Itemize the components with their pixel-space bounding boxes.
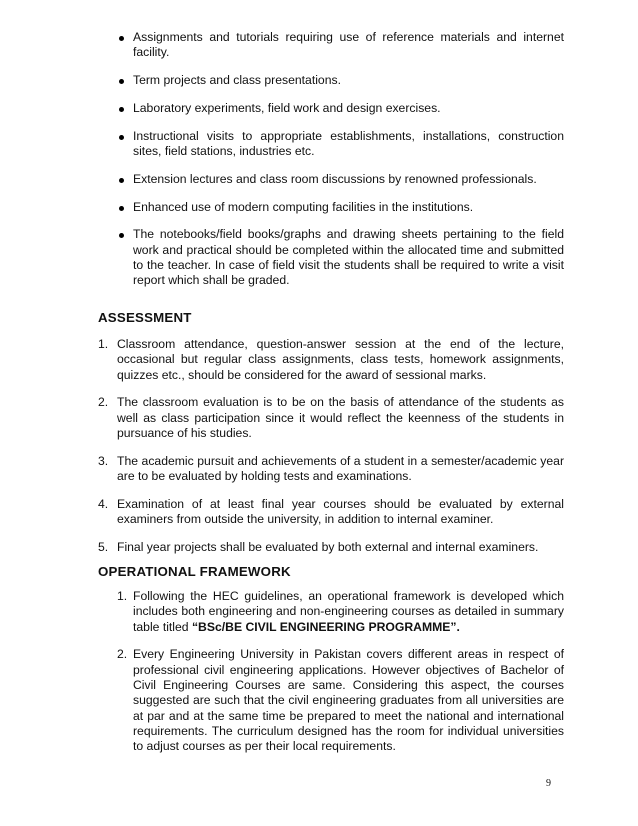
item-number: 4. [98, 496, 109, 511]
item-number: 2. [98, 395, 109, 410]
bullet-icon [119, 135, 124, 140]
list-item [0, 73, 638, 88]
list-item [0, 129, 638, 160]
page-number: 9 [546, 778, 551, 789]
list-item [0, 589, 638, 635]
bullet-icon [119, 178, 124, 183]
learning-activities-list [0, 30, 638, 301]
item-text: Following the HEC guidelines, an operational framework is developed which includes both engineering and non-engineering courses as detailed in summary table titled [133, 589, 564, 634]
list-item [0, 647, 638, 754]
bullet-text: Term projects and class presentations. [133, 73, 341, 88]
bullet-icon [119, 233, 124, 238]
bullet-text: The notebooks/field books/graphs and drawing sheets pertaining to the field work and practical should be completed within the allocated time and submitted to the teacher. In case of field visit the students shall be required to write a visit report which shall be graded. [133, 227, 564, 288]
bullet-text: Assignments and tutorials requiring use of reference materials and internet facility. [133, 30, 564, 60]
bullet-icon [119, 36, 124, 41]
list-item [0, 200, 638, 215]
item-text: The academic pursuit and achievements of a student in a semester/academic year are to be evaluated by holding tests and examinations. [117, 453, 564, 484]
bullet-text: Extension lectures and class room discussions by renowned professionals. [133, 171, 537, 186]
list-item [0, 395, 638, 441]
bullet-icon [119, 79, 124, 84]
bullet-icon [119, 206, 124, 211]
item-text: Final year projects shall be evaluated by both external and internal examiners. [117, 539, 539, 554]
item-text: Classroom attendance, question-answer session at the end of the lecture, occasional but regular class assignments, class tests, homework assignments, quizzes etc., should be considered for the award of sessional marks. [117, 337, 564, 382]
bullet-text: Instructional visits to appropriate establishments, installations, construction sites, field stations, industries etc. [133, 128, 564, 158]
item-number: 2. [117, 647, 128, 662]
bullet-text: Laboratory experiments, field work and design exercises. [133, 100, 441, 115]
item-number: 5. [98, 539, 109, 554]
bullet-icon [119, 107, 124, 112]
bullet-text: Enhanced use of modern computing facilities in the institutions. [133, 199, 474, 214]
item-text: The classroom evaluation is to be on the basis of attendance of the students as well as class participation since it would reflect the keenness of the students in pursuance of his studies. [117, 395, 564, 440]
list-item [0, 172, 638, 187]
list-item [0, 337, 638, 383]
list-item [0, 540, 638, 555]
programme-title: “BSc/BE CIVIL ENGINEERING PROGRAMME”. [191, 619, 460, 634]
list-item [0, 454, 638, 485]
operational-framework-list [0, 589, 638, 767]
item-text: Every Engineering University in Pakistan covers different areas in respect of professional civil engineering applications. However objectives of Bachelor of Civil Engineering Courses are same. Considering this aspect, the courses suggested are such that the civil engineering graduates from all universities are at par and at the same time be prepared to meet the national and international requirements. The curriculum designed has the room for individual universities to adjust courses as per their local requirements. [133, 647, 564, 754]
list-item [0, 30, 638, 61]
item-number: 1. [117, 589, 128, 603]
list-item [0, 497, 638, 528]
item-text: Examination of at least final year courses should be evaluated by external examiners from outside the university, in addition to internal examiner. [117, 496, 564, 527]
operational-framework-heading: OPERATIONAL FRAMEWORK [98, 564, 291, 579]
item-number: 1. [98, 337, 109, 351]
list-item [0, 227, 638, 288]
assessment-list [0, 337, 638, 568]
assessment-heading: ASSESSMENT [98, 310, 192, 325]
list-item [0, 101, 638, 116]
item-number: 3. [98, 453, 109, 468]
